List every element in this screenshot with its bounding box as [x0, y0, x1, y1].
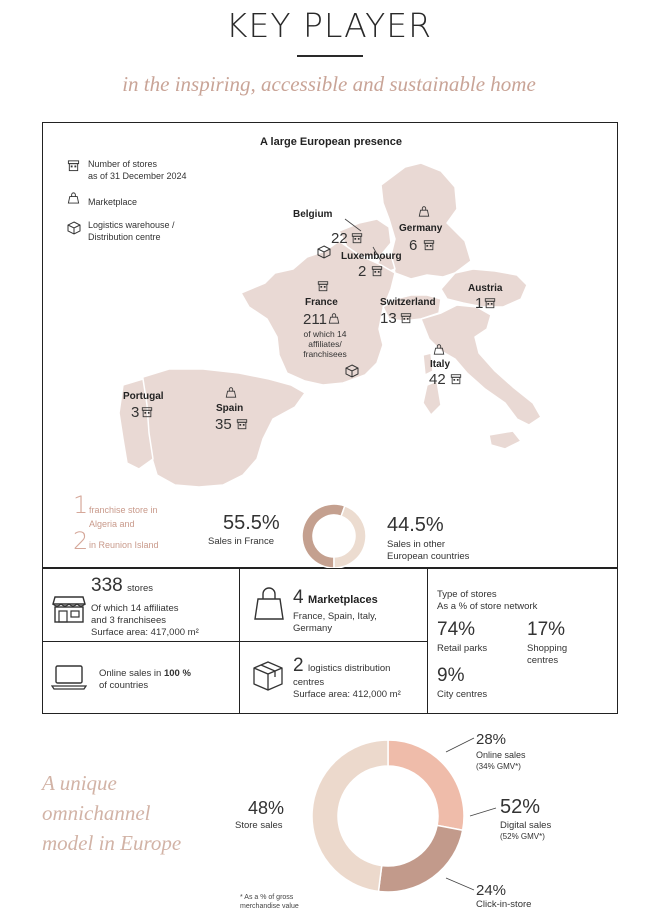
shopping-bag-icon	[253, 585, 285, 621]
stores-detail-3: Surface area: 417,000 m²	[91, 627, 199, 638]
omnichannel-title	[42, 768, 181, 858]
other-sales-label	[387, 539, 469, 563]
luxembourg-label: Luxembourg	[341, 251, 402, 262]
spain-label: Spain	[216, 403, 244, 414]
france-warehouse-icon	[345, 364, 359, 378]
marketplaces-countries	[293, 611, 377, 635]
marketplace-icon	[67, 191, 80, 204]
store-types-title-2: As a % of store network	[437, 601, 538, 612]
logistics-line-2: centres	[293, 677, 325, 688]
grid-divider-v2	[427, 569, 428, 713]
portugal-stores: 3	[131, 404, 140, 421]
stores-word: stores	[127, 583, 154, 594]
france-note-line-3: franchisees	[303, 349, 347, 359]
online-countries-suffix: of countries	[99, 680, 149, 691]
austria-store-icon	[484, 297, 496, 309]
spain-marketplace-icon	[225, 386, 237, 398]
belgium-stores: 22	[331, 230, 348, 247]
france-note-line-1: of which 14	[303, 329, 347, 339]
switzerland-store-icon	[400, 312, 412, 324]
reunion-note: in Reunion Island	[89, 540, 159, 550]
shopping-centres-label-1: Shopping	[527, 643, 568, 654]
marketplaces-word: Marketplaces	[308, 594, 378, 606]
omnichannel-title-2: omnichannel	[42, 801, 151, 825]
omnichannel-title-1: A unique	[42, 771, 117, 795]
france-marketplace-icon	[328, 312, 340, 324]
city-centres-label: City centres	[437, 689, 488, 700]
italy-store-icon	[450, 373, 462, 385]
legend-logistics-line-2: Distribution centre	[88, 232, 161, 242]
marketplaces-countries-1: France, Spain, Italy,	[293, 611, 377, 622]
storefront-icon	[51, 589, 87, 625]
stores-count: 338	[91, 575, 123, 596]
online-countries-percent: 100 %	[163, 668, 191, 679]
click-in-store-pct: 24%	[476, 882, 507, 899]
marketplaces-countries-2: Germany	[293, 623, 333, 634]
logistics-headline	[293, 655, 390, 677]
other-sales-label-line-1: Sales in other	[387, 539, 446, 550]
luxembourg-stores: 2	[358, 263, 367, 280]
title-divider	[297, 55, 363, 57]
france-sales-label: Sales in France	[208, 536, 275, 547]
spain-store-icon	[236, 418, 248, 430]
online-sales-gmv: (34% GMV*)	[476, 762, 521, 771]
spain-stores: 35	[215, 416, 232, 433]
algeria-note	[89, 503, 158, 531]
logistics-line-3: Surface area: 412,000 m²	[293, 689, 401, 700]
germany-label: Germany	[399, 223, 443, 234]
france-store-icon-top	[317, 280, 329, 292]
legend-stores-date: as of 31 December 2024	[88, 171, 187, 181]
legend-stores	[88, 158, 187, 182]
italy-label: Italy	[430, 359, 451, 370]
online-sales-label	[476, 750, 526, 772]
stores-detail-1: Of which 14 affiliates	[91, 603, 179, 614]
warehouse-icon	[67, 221, 81, 235]
europe-map-panel	[42, 122, 618, 568]
austria-stores: 1	[475, 295, 484, 312]
retail-parks-label: Retail parks	[437, 643, 488, 654]
france-note-line-2: affiliates/	[308, 339, 342, 349]
italy-stores: 42	[429, 371, 446, 388]
portugal-store-icon	[141, 406, 153, 418]
online-sales-label-text: Online sales	[476, 750, 526, 760]
legend-marketplace: Marketplace	[88, 197, 138, 207]
digital-sales-label-text: Digital sales	[500, 820, 552, 831]
reunion-count: 2	[73, 527, 89, 555]
map-sicily	[489, 431, 521, 449]
marketplaces-headline	[293, 587, 378, 609]
france-note	[295, 329, 355, 359]
germany-marketplace-icon	[418, 205, 430, 217]
stores-detail-2: and 3 franchisees	[91, 615, 166, 626]
luxembourg-store-icon	[371, 265, 383, 277]
belgium-warehouse-icon	[317, 245, 331, 259]
store-sales-pct: 48%	[248, 798, 285, 818]
belgium-label: Belgium	[293, 209, 333, 220]
city-centres-pct: 9%	[437, 665, 465, 686]
slice-online-sales	[388, 740, 464, 830]
algeria-note-line-2: Algeria and	[89, 519, 135, 529]
store-types-title	[437, 589, 537, 613]
france-sales-pct: 55.5%	[223, 512, 280, 534]
omnichannel-title-3: model in Europe	[42, 831, 182, 855]
gmv-footnote	[240, 893, 299, 911]
retail-parks-pct: 74%	[437, 619, 476, 640]
sales-split-donut	[301, 503, 367, 569]
digital-leader-line	[470, 808, 496, 816]
tagline: in the inspiring, accessible and sustainable home	[122, 72, 536, 96]
omnichannel-donut	[310, 738, 466, 894]
gmv-footnote-2: merchandise value	[240, 903, 299, 910]
algeria-note-line-1: franchise store in	[89, 505, 158, 515]
stores-details	[91, 603, 199, 639]
digital-sales-pct: 52%	[500, 796, 541, 818]
grid-divider-h	[43, 641, 427, 642]
logistics-count: 2	[293, 655, 304, 676]
france-label: France	[305, 297, 338, 308]
france-stores: 211	[303, 311, 327, 328]
belgium-store-icon	[351, 232, 363, 244]
italy-marketplace-icon	[433, 343, 445, 355]
store-types-title-1: Type of stores	[437, 589, 497, 600]
slice-store-sales	[312, 740, 388, 891]
slice-click-in-store	[378, 825, 462, 892]
portugal-label: Portugal	[123, 391, 164, 402]
switzerland-stores: 13	[380, 310, 397, 327]
legend-logistics-line-1: Logistics warehouse /	[88, 220, 175, 230]
parcel-box-icon	[251, 659, 285, 693]
algeria-count: 1	[73, 491, 89, 519]
page-title: KEY PLAYER	[225, 6, 433, 45]
laptop-icon	[51, 664, 87, 690]
shopping-centres-label	[527, 643, 567, 667]
stores-headline	[91, 575, 153, 597]
digital-sales-label	[500, 820, 551, 842]
online-sales-pct: 28%	[476, 731, 507, 748]
switzerland-label: Switzerland	[380, 297, 436, 308]
logistics-details	[293, 677, 401, 701]
legend-stores-label: Number of stores	[88, 159, 158, 169]
austria-label: Austria	[468, 283, 503, 294]
map-heading: A large European presence	[259, 136, 403, 148]
shopping-centres-pct: 17%	[527, 619, 566, 640]
germany-store-icon	[423, 239, 435, 251]
click-in-store-label: Click-in-store	[476, 899, 532, 910]
shopping-centres-label-2: centres	[527, 655, 559, 666]
other-sales-label-line-2: European countries	[387, 551, 470, 562]
online-countries	[99, 668, 191, 692]
store-icon	[67, 159, 80, 172]
germany-stores: 6	[409, 237, 418, 254]
legend-logistics	[88, 219, 175, 243]
store-sales-label: Store sales	[235, 820, 283, 831]
logistics-line-1: logistics distribution	[308, 663, 391, 674]
stats-grid	[42, 568, 618, 714]
digital-sales-gmv: (52% GMV*)	[500, 832, 545, 841]
online-countries-prefix: Online sales in	[99, 668, 164, 679]
other-sales-pct: 44.5%	[387, 514, 444, 536]
gmv-footnote-1: * As a % of gross	[240, 894, 294, 901]
marketplaces-count: 4	[293, 587, 304, 608]
